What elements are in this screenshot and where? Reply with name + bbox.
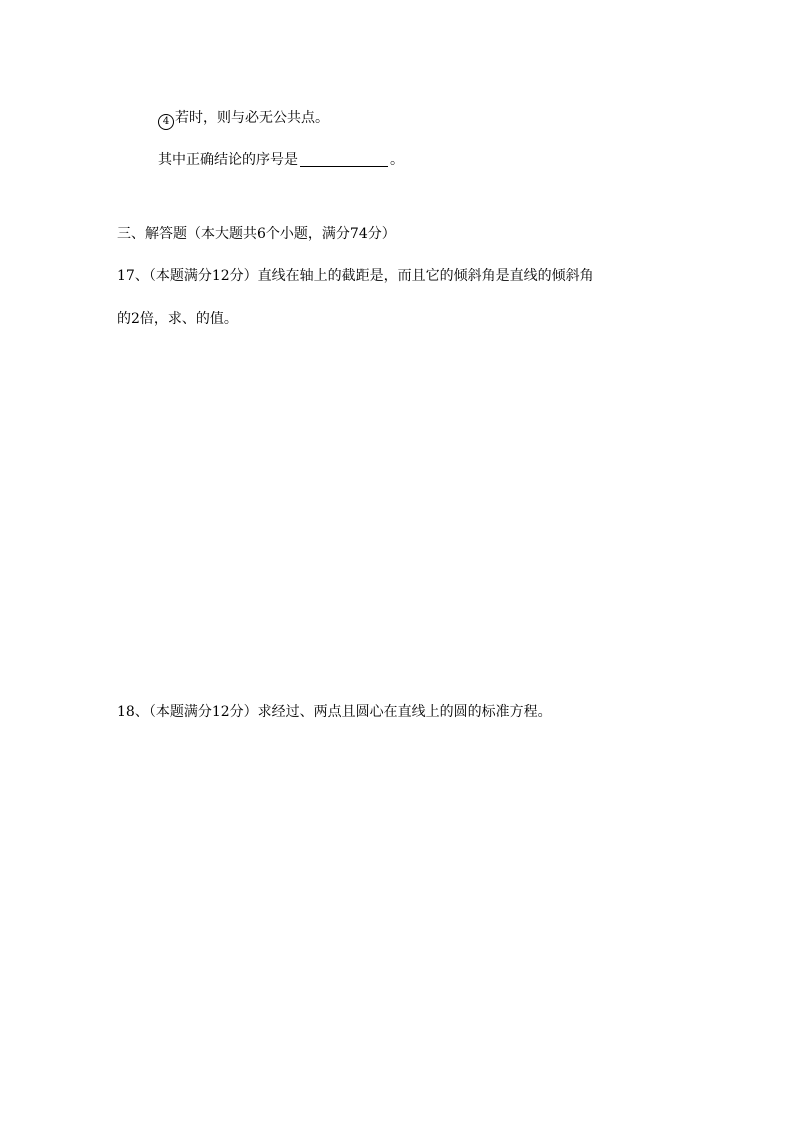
question-17-line-2: 的2倍，求、的值。 [117,311,238,327]
answer-prompt [158,151,404,169]
answer-prompt-end: 。 [390,152,404,168]
question-18-line-1: 18、（本题满分12分）求经过、两点且圆心在直线上的圆的标准方程。 [117,704,552,720]
answer-prompt-text: 其中正确结论的序号是 [158,152,298,168]
item-4-text: 若时，则与必无公共点。 [175,110,329,126]
question-17-line-1: 17、（本题满分12分）直线在轴上的截距是，而且它的倾斜角是直线的倾斜角 [117,268,594,284]
answer-blank [300,152,388,167]
section-3-heading: 三、解答题（本大题共6个小题，满分74分） [117,226,396,242]
item-4-statement [158,109,329,130]
circled-number-4: 4 [158,114,174,130]
